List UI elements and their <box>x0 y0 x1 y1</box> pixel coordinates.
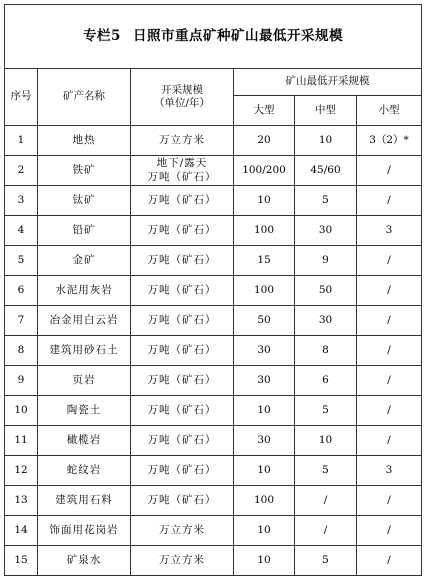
cell-large: 100/200 <box>234 156 295 186</box>
cell-large: 100 <box>234 486 295 516</box>
header-seq: 序号 <box>5 69 38 126</box>
cell-mineral: 建筑用石料 <box>38 486 131 516</box>
cell-mineral: 橄榄岩 <box>38 426 131 456</box>
cell-small: / <box>357 246 422 276</box>
table-row <box>5 186 422 216</box>
column-label: 专栏5 <box>83 28 121 45</box>
header-name: 矿产名称 <box>38 69 131 126</box>
header-large: 大型 <box>234 96 295 126</box>
cell-mineral: 钛矿 <box>38 186 131 216</box>
cell-unit: 万吨（矿石） <box>131 366 234 396</box>
table-row <box>5 366 422 396</box>
header-min-scale: 矿山最低开采规模 <box>234 69 422 96</box>
cell-no: 6 <box>5 276 38 306</box>
cell-mineral: 陶瓷土 <box>38 396 131 426</box>
cell-large: 50 <box>234 306 295 336</box>
cell-unit: 万吨（矿石） <box>131 486 234 516</box>
table-row <box>5 456 422 486</box>
cell-large: 10 <box>234 456 295 486</box>
cell-small: / <box>357 426 422 456</box>
cell-medium: 6 <box>295 366 357 396</box>
cell-large: 20 <box>234 126 295 156</box>
table-row <box>5 486 422 516</box>
cell-mineral: 蛇纹岩 <box>38 456 131 486</box>
cell-unit: 万吨（矿石） <box>131 306 234 336</box>
cell-medium: 5 <box>295 546 357 576</box>
table-row <box>5 246 422 276</box>
table-row <box>5 546 422 576</box>
table-row <box>5 306 422 336</box>
document-table-container <box>4 4 421 581</box>
cell-no: 11 <box>5 426 38 456</box>
cell-medium: 45/60 <box>295 156 357 186</box>
cell-large: 30 <box>234 426 295 456</box>
cell-medium: 50 <box>295 276 357 306</box>
cell-no: 2 <box>5 156 38 186</box>
cell-unit: 万吨（矿石） <box>131 186 234 216</box>
cell-large: 30 <box>234 366 295 396</box>
cell-mineral: 金矿 <box>38 246 131 276</box>
table-row <box>5 126 422 156</box>
cell-medium: 8 <box>295 336 357 366</box>
cell-mineral: 饰面用花岗岩 <box>38 516 131 546</box>
cell-unit: 万立方米 <box>131 546 234 576</box>
cell-no: 8 <box>5 336 38 366</box>
cell-small: / <box>357 396 422 426</box>
cell-mineral: 页岩 <box>38 366 131 396</box>
table-row <box>5 216 422 246</box>
cell-small: / <box>357 516 422 546</box>
cell-mineral: 铁矿 <box>38 156 131 186</box>
cell-no: 14 <box>5 516 38 546</box>
cell-medium: / <box>295 486 357 516</box>
cell-small: / <box>357 486 422 516</box>
cell-small: / <box>357 336 422 366</box>
cell-no: 7 <box>5 306 38 336</box>
cell-medium: 10 <box>295 126 357 156</box>
cell-no: 15 <box>5 546 38 576</box>
cell-large: 10 <box>234 546 295 576</box>
cell-no: 10 <box>5 396 38 426</box>
cell-unit: 万吨（矿石） <box>131 456 234 486</box>
table-row <box>5 156 422 186</box>
cell-no: 1 <box>5 126 38 156</box>
header-scale-line1: 开采规模 <box>161 83 203 96</box>
header-scale <box>131 69 234 126</box>
cell-small: 3 <box>357 456 422 486</box>
cell-large: 30 <box>234 336 295 366</box>
title-text: 日照市重点矿种矿山最低开采规模 <box>132 28 343 45</box>
cell-no: 9 <box>5 366 38 396</box>
cell-unit <box>131 156 234 186</box>
cell-small: 3 <box>357 216 422 246</box>
cell-unit: 万立方米 <box>131 516 234 546</box>
cell-medium: / <box>295 516 357 546</box>
cell-no: 12 <box>5 456 38 486</box>
cell-no: 4 <box>5 216 38 246</box>
header-medium: 中型 <box>295 96 357 126</box>
cell-large: 100 <box>234 276 295 306</box>
cell-unit: 万吨（矿石） <box>131 276 234 306</box>
cell-mineral: 地热 <box>38 126 131 156</box>
table-row <box>5 426 422 456</box>
cell-unit: 万吨（矿石） <box>131 216 234 246</box>
cell-mineral: 铅矿 <box>38 216 131 246</box>
cell-unit: 万吨（矿石） <box>131 336 234 366</box>
cell-large: 15 <box>234 246 295 276</box>
cell-unit: 万立方米 <box>131 126 234 156</box>
cell-medium: 9 <box>295 246 357 276</box>
cell-unit-line2: 万吨（矿石） <box>147 170 217 183</box>
cell-unit: 万吨（矿石） <box>131 396 234 426</box>
cell-large: 100 <box>234 216 295 246</box>
cell-medium: 30 <box>295 216 357 246</box>
table-row <box>5 516 422 546</box>
header-small: 小型 <box>357 96 422 126</box>
cell-unit: 万吨（矿石） <box>131 426 234 456</box>
cell-mineral: 矿泉水 <box>38 546 131 576</box>
cell-small: / <box>357 546 422 576</box>
cell-large: 10 <box>234 186 295 216</box>
table-title <box>5 5 422 69</box>
cell-unit-line1: 地下/露天 <box>156 157 208 170</box>
cell-small: / <box>357 276 422 306</box>
min-mining-scale-table <box>4 4 422 576</box>
cell-medium: 5 <box>295 186 357 216</box>
cell-small: / <box>357 156 422 186</box>
header-scale-line2: （单位/年） <box>153 97 211 109</box>
cell-small: / <box>357 366 422 396</box>
cell-mineral: 建筑用砂石土 <box>38 336 131 366</box>
cell-mineral: 冶金用白云岩 <box>38 306 131 336</box>
cell-medium: 10 <box>295 426 357 456</box>
cell-no: 3 <box>5 186 38 216</box>
table-row <box>5 276 422 306</box>
cell-large: 10 <box>234 516 295 546</box>
table-row <box>5 396 422 426</box>
cell-small: 3（2）* <box>357 126 422 156</box>
cell-medium: 5 <box>295 456 357 486</box>
cell-large: 10 <box>234 396 295 426</box>
table-row <box>5 336 422 366</box>
cell-no: 5 <box>5 246 38 276</box>
cell-small: / <box>357 186 422 216</box>
cell-unit: 万吨（矿石） <box>131 246 234 276</box>
cell-medium: 5 <box>295 396 357 426</box>
cell-mineral: 水泥用灰岩 <box>38 276 131 306</box>
cell-no: 13 <box>5 486 38 516</box>
cell-medium: 30 <box>295 306 357 336</box>
cell-small: / <box>357 306 422 336</box>
